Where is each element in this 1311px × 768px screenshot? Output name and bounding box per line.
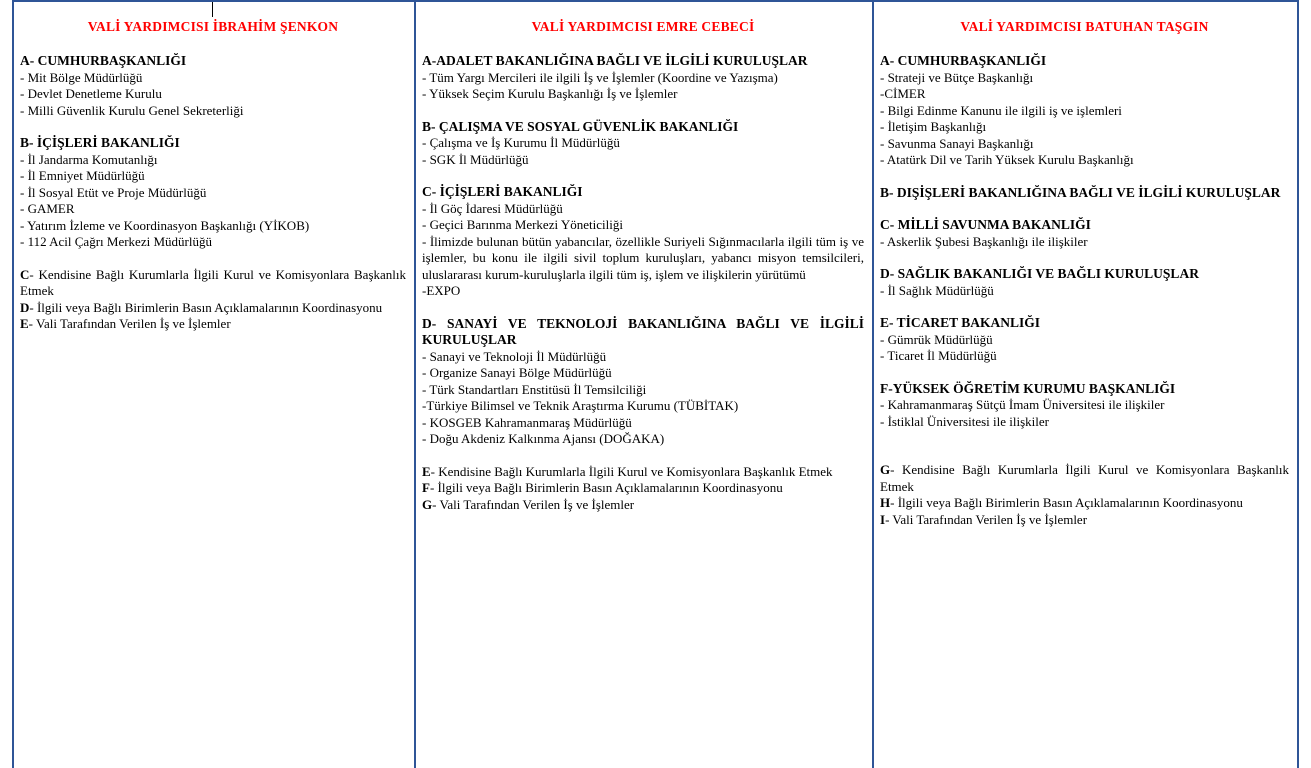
section-title: A-ADALET BAKANLIĞINA BAĞLI VE İLGİLİ KURULUŞLAR [422,53,808,68]
section-title: A- CUMHURBAŞKANLIĞI [20,53,187,68]
section [422,184,864,300]
section [880,315,1289,365]
list-item: - Kahramanmaraş Sütçü İmam Üniversitesi ile ilişkiler [880,397,1165,412]
section [20,135,406,251]
duty-letter: D [20,299,30,315]
duty-text: - Kendisine Bağlı Kurumlarla İlgili Kurul ve Komisyonlara Başkanlık Etmek [430,463,833,479]
duty-text: - İlgili veya Bağlı Birimlerin Basın Açıklamalarının Koordinasyonu [890,495,1243,510]
section-title: B- DIŞİŞLERİ BAKANLIĞINA BAĞLI VE İLGİLİ KURULUŞLAR [880,184,1281,200]
duty-letter: E [20,316,29,331]
list-item: - İl Göç İdaresi Müdürlüğü [422,200,563,216]
list-item: - İlimizde bulunan bütün yabancılar, özellikle Suriyeli Sığınmacılarla ilgili tüm iş ve işlemler, bu konu ile ilgili sivil toplum kuruluşları, yabancı misyon temsilcileri, uluslararası kurum-kuruluşlarla ilgili tüm iş, işlem ve ilişkilerin yürütümü [422,233,864,282]
list-item: - Milli Güvenlik Kurulu Genel Sekreterliği [20,102,244,118]
list-item: - İstiklal Üniversitesi ile ilişkiler [880,413,1049,429]
duty-letter: E [422,463,431,479]
duty-letter: I [880,511,886,527]
list-item: - Yüksek Seçim Kurulu Başkanlığı İş ve İşlemler [422,86,678,101]
list-item: - Gümrük Müdürlüğü [880,331,993,347]
duty-letter: F [422,480,430,495]
column-ibrahim-senkon [14,2,414,768]
duty-text: - İlgili veya Bağlı Birimlerin Basın Açıklamalarının Koordinasyonu [429,480,783,495]
list-item: - Mit Bölge Müdürlüğü [20,69,143,85]
section [880,217,1289,250]
list-item: - Tüm Yargı Mercileri ile ilgili İş ve İşlemler (Koordine ve Yazışma) [422,69,778,85]
column-batuhan-tasgin [872,2,1297,768]
list-item: - GAMER [20,201,75,216]
list-item: - KOSGEB Kahramanmaraş Müdürlüğü [422,414,632,430]
list-item: -EXPO [422,283,461,298]
section-title: D- SANAYİ VE TEKNOLOJİ BAKANLIĞINA BAĞLI VE İLGİLİ KURULUŞLAR [422,315,864,347]
column-title: VALİ YARDIMCISI İBRAHİM ŞENKON [87,19,339,34]
column-title: VALİ YARDIMCISI EMRE CEBECİ [531,19,755,34]
section [880,266,1289,299]
section-title: B- ÇALIŞMA VE SOSYAL GÜVENLİK BAKANLIĞI [422,118,739,134]
list-item: - Savunma Sanayi Başkanlığı [880,135,1034,151]
duty-letter: H [880,495,891,510]
list-item: - Yatırım İzleme ve Koordinasyon Başkanlığı (YİKOB) [20,217,310,233]
duty-letter: G [880,462,891,477]
duty-text: - Vali Tarafından Verilen İş ve İşlemler [885,511,1088,527]
duty-text: - Kendisine Bağlı Kurumlarla İlgili Kurul ve Komisyonlara Başkanlık Etmek [880,462,1289,494]
list-item: - 112 Acil Çağrı Merkezi Müdürlüğü [20,234,212,249]
list-item: - Doğu Akdeniz Kalkınma Ajansı (DOĞAKA) [422,431,665,446]
list-item: -Türkiye Bilimsel ve Teknik Araştırma Kurumu (TÜBİTAK) [422,398,739,413]
list-item: - İl Jandarma Komutanlığı [20,151,158,167]
duty-item [422,480,864,497]
duty-letter: C [20,266,30,282]
section-title: F-YÜKSEK ÖĞRETİM KURUMU BAŞKANLIĞI [880,380,1176,396]
duty-item [880,462,1289,495]
section-title: A- CUMHURBAŞKANLIĞI [880,53,1047,68]
section-title: C- MİLLİ SAVUNMA BAKANLIĞI [880,217,1091,232]
list-item: - İl Emniyet Müdürlüğü [20,168,145,183]
section-title: B- İÇİŞLERİ BAKANLIĞI [20,135,180,150]
duty-item [422,464,864,481]
duty-item [20,267,406,300]
list-item: - İl Sağlık Müdürlüğü [880,282,994,298]
duty-text: - Vali Tarafından Verilen İş ve İşlemler [432,496,635,512]
section [422,53,864,103]
duty-item [422,497,864,514]
duty-text: - Vali Tarafından Verilen İş ve İşlemler [28,316,231,331]
list-item: - Çalışma ve İş Kurumu İl Müdürlüğü [422,135,620,150]
list-item: - Askerlik Şubesi Başkanlığı ile ilişkiler [880,233,1088,249]
list-item: - İl Sosyal Etüt ve Proje Müdürlüğü [20,184,207,200]
section [880,381,1289,431]
section [422,316,864,448]
column-emre-cebeci [414,2,872,768]
list-item: - Atatürk Dil ve Tarih Yüksek Kurulu Başkanlığı [880,152,1134,167]
list-item: - SGK İl Müdürlüğü [422,151,529,167]
list-item: -CİMER [880,86,926,101]
duty-item [880,512,1289,529]
duty-item [20,316,406,333]
list-item: - Sanayi ve Teknoloji İl Müdürlüğü [422,348,607,364]
section-title: E- TİCARET BAKANLIĞI [880,315,1041,330]
section [880,53,1289,169]
duty-item [20,300,406,317]
section [880,185,1289,202]
duty-distribution-table [12,0,1299,768]
duty-item [880,495,1289,512]
list-item: - Bilgi Edinme Kanunu ile ilgili iş ve işlemleri [880,102,1122,118]
column-title: VALİ YARDIMCISI BATUHAN TAŞGIN [960,19,1209,34]
duty-letter: G [422,496,433,512]
duty-text: - Kendisine Bağlı Kurumlarla İlgili Kurul ve Komisyonlara Başkanlık Etmek [20,266,406,298]
list-item: - Devlet Denetleme Kurulu [20,86,162,101]
list-item: - İletişim Başkanlığı [880,119,987,134]
list-item: - Organize Sanayi Bölge Müdürlüğü [422,365,612,380]
list-item: - Geçici Barınma Merkezi Yöneticiliği [422,217,623,232]
section [20,53,406,119]
section [422,119,864,169]
list-item: - Ticaret İl Müdürlüğü [880,348,997,363]
section-title: C- İÇİŞLERİ BAKANLIĞI [422,184,583,199]
duty-text: - İlgili veya Bağlı Birimlerin Basın Açıklamalarının Koordinasyonu [29,299,383,315]
list-item: - Strateji ve Bütçe Başkanlığı [880,69,1034,85]
section-title: D- SAĞLIK BAKANLIĞI VE BAĞLI KURULUŞLAR [880,266,1199,281]
list-item: - Türk Standartları Enstitüsü İl Temsilciliği [422,381,647,397]
spacer [880,446,1289,462]
